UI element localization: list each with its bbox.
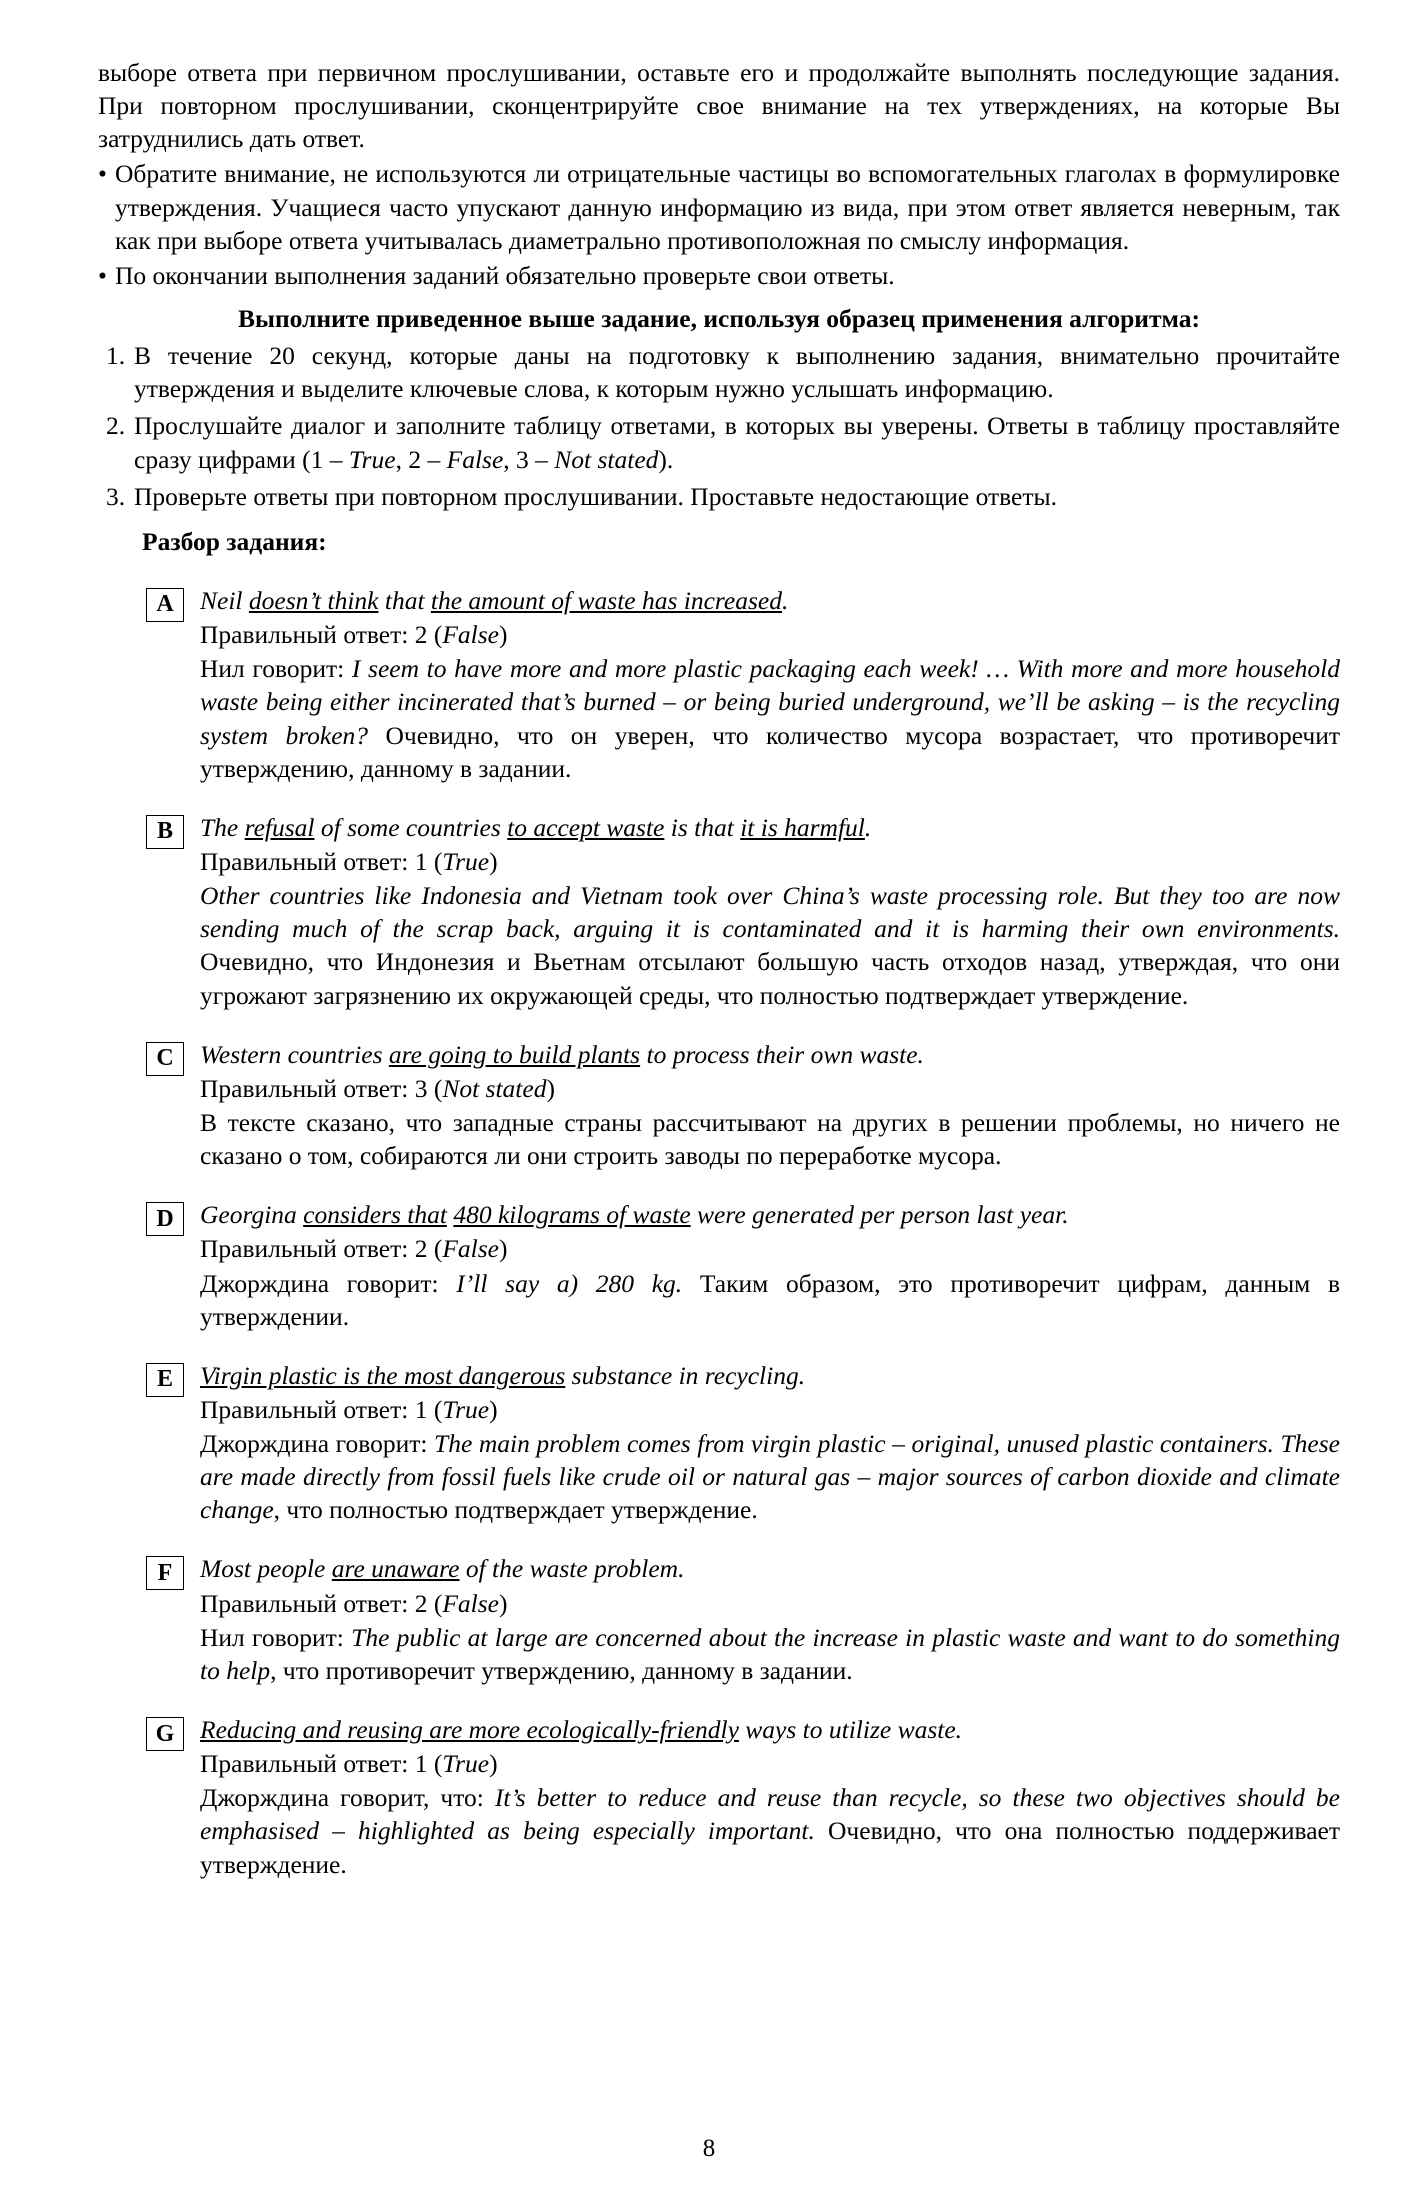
explanation-text [200, 1781, 1340, 1880]
explanation-fragment: , что полностью подтверждает утверждение. [273, 1495, 758, 1525]
explanation-text [200, 1267, 1340, 1333]
statement-keyword: doesn’t think [248, 585, 379, 615]
list-marker: 2. [106, 411, 126, 441]
correct-answer-label: Правильный ответ: 1 ( [200, 1749, 443, 1779]
correct-answer-line [200, 1587, 1340, 1620]
explanation-quote: Other countries like Indonesia and Vietnam took over China’s waste processing role. But they too are now sending much of the scrap back, arguing it is contaminated and it is harming their own environments. [200, 881, 1340, 944]
list-text: Проверьте ответы при повторном прослушивании. Проставьте недостающие ответы. [134, 481, 1058, 511]
correct-answer-close: ) [498, 1234, 508, 1264]
statement-keyword: the amount of waste has increased [430, 585, 782, 615]
list-marker: 3. [106, 481, 126, 511]
answer-body [184, 1359, 1340, 1527]
answer-letter-box: F [146, 1556, 184, 1590]
statement-text [200, 1198, 1340, 1231]
statement-fragment: . [864, 812, 872, 842]
statement-keyword: Virgin plastic is the most dangerous [200, 1360, 566, 1390]
statement-keyword: to accept waste [507, 812, 665, 842]
correct-answer-label: Правильный ответ: 3 ( [200, 1073, 443, 1103]
statement-text [200, 1552, 1340, 1585]
statement-keyword: are going to build plants [388, 1039, 641, 1069]
statement-text [200, 1713, 1340, 1746]
statement-text [200, 1359, 1340, 1392]
step2-true-word: True [348, 444, 396, 474]
statement-keyword: Reducing and reusing are more ecologically-friendly [200, 1715, 739, 1745]
answer-item [98, 1359, 1340, 1527]
bullet-item [98, 259, 1340, 292]
statement-fragment: . [781, 585, 789, 615]
answer-item [98, 1038, 1340, 1173]
list-text [134, 409, 1340, 475]
step2-mid2: , 3 – [503, 444, 555, 474]
statement-fragment: of some countries [314, 812, 508, 842]
answer-item [98, 584, 1340, 785]
correct-answer-value: True [442, 846, 490, 876]
explanation-text [200, 1427, 1340, 1526]
explanation-fragment: Джорждина говорит: [200, 1429, 435, 1459]
explanation-quote: I’ll say a) 280 kg. [456, 1268, 683, 1298]
statement-fragment: that [378, 585, 431, 615]
statement-fragment: substance in recycling. [565, 1360, 806, 1390]
step2-after: ). [658, 444, 674, 474]
correct-answer-label: Правильный ответ: 2 ( [200, 1234, 443, 1264]
explanation-fragment: В тексте сказано, что западные страны рассчитывают на других в решении проблемы, но ничего не сказано о том, собираются ли они строить заводы по переработке мусора. [200, 1107, 1340, 1171]
statement-keyword: refusal [244, 812, 315, 842]
step2-mid1: , 2 – [395, 444, 447, 474]
correct-answer-value: Not stated [442, 1073, 547, 1103]
answer-letter-box: E [146, 1363, 184, 1397]
explanation-quote: The main problem comes from virgin plastic – original, unused plastic containers. These are made directly from fossil fuels like crude oil or natural gas – major sources of carbon dioxide and climate change [200, 1429, 1340, 1525]
explanation-fragment: Очевидно, что она полностью поддерживает утверждение. [200, 1816, 1340, 1879]
answer-body [184, 1713, 1340, 1881]
answer-body [184, 584, 1340, 785]
statement-fragment: The [200, 812, 245, 842]
correct-answer-close: ) [546, 1073, 555, 1103]
correct-answer-line [200, 1072, 1340, 1105]
answers-list [98, 584, 1340, 1881]
correct-answer-label: Правильный ответ: 1 ( [200, 846, 443, 876]
correct-answer-line [200, 1393, 1340, 1426]
list-marker: 1. [106, 341, 126, 371]
explanation-fragment: Таким образом, это противоречит цифрам, данным в утверждении. [200, 1268, 1340, 1331]
statement-keyword: are unaware [331, 1554, 460, 1584]
explanation-quote: I seem to have more and more plastic packaging each week! … With more and more household waste being either incinerated that’s burned – or being buried underground, we’ll be asking – is the recycling system broken? [200, 654, 1340, 750]
correct-answer-line [200, 1232, 1340, 1265]
answer-body [184, 811, 1340, 1012]
list-item [98, 339, 1340, 405]
correct-answer-close: ) [489, 1394, 498, 1424]
statement-fragment: of the waste problem. [459, 1554, 685, 1584]
list-item [98, 480, 1340, 513]
section-heading-razbor: Разбор задания: [142, 526, 327, 556]
statement-keyword: it is harmful [740, 812, 865, 842]
statement-fragment: to process their own waste. [640, 1039, 924, 1069]
explanation-fragment: Джорждина говорит, что: [200, 1783, 495, 1813]
correct-answer-close: ) [489, 846, 498, 876]
answer-item [98, 1552, 1340, 1687]
answer-item [98, 811, 1340, 1012]
statement-text [200, 1038, 1340, 1071]
correct-answer-label: Правильный ответ: 2 ( [200, 1588, 443, 1618]
explanation-quote: The public at large are concerned about the increase in plastic waste and want to do something to help [200, 1622, 1340, 1685]
correct-answer-line [200, 618, 1340, 651]
explanation-fragment: Джорждина говорит: [200, 1268, 457, 1298]
answer-letter-box: G [146, 1717, 184, 1751]
intro-continuation-paragraph: выборе ответа при первичном прослушивании, оставьте его и продолжайте выполнять последующие задания. При повторном прослушивании, сконцентрируйте свое внимание на тех утверждениях, на которые Вы затруднились дать ответ. [98, 58, 1340, 154]
answer-body [184, 1038, 1340, 1173]
statement-fragment: Most people [200, 1554, 332, 1584]
statement-fragment: is that [664, 812, 741, 842]
page-number: 8 [702, 2135, 716, 2162]
list-item [98, 409, 1340, 475]
step2-before: Прослушайте диалог и заполните таблицу ответами, в которых вы уверены. Ответы в таблицу проставляйте сразу цифрами (1 – [134, 411, 1340, 474]
explanation-text [200, 1621, 1340, 1687]
statement-text [200, 584, 1340, 617]
explanation-text [200, 1106, 1340, 1172]
list-text: В течение 20 секунд, которые даны на подготовку к выполнению задания, внимательно прочитайте утверждения и выделите ключевые слова, к которым нужно услышать информацию. [134, 341, 1340, 404]
statement-fragment: Neil [200, 585, 249, 615]
correct-answer-value: False [442, 1588, 499, 1618]
correct-answer-value: True [442, 1394, 490, 1424]
bullet-item [98, 157, 1340, 256]
statement-fragment: were generated per person last year. [690, 1200, 1069, 1230]
statement-fragment: ways to utilize waste. [738, 1715, 963, 1745]
answer-letter-box: D [146, 1202, 184, 1236]
statement-fragment: Western countries [200, 1039, 389, 1069]
task-heading: Выполните приведенное выше задание, используя образец применения алгоритма: [238, 303, 1200, 333]
correct-answer-label: Правильный ответ: 2 ( [200, 620, 443, 650]
correct-answer-label: Правильный ответ: 1 ( [200, 1394, 443, 1424]
explanation-fragment: Очевидно, что он уверен, что количество мусора возрастает, что противоречит утверждению, данному в задании. [200, 720, 1340, 783]
bullet-marker: • [98, 159, 107, 189]
statement-fragment: Georgina [200, 1200, 304, 1230]
answer-item [98, 1713, 1340, 1881]
correct-answer-close: ) [489, 1749, 498, 1779]
statement-text [200, 811, 1340, 844]
correct-answer-value: False [442, 620, 499, 650]
correct-answer-value: False [442, 1234, 499, 1264]
correct-answer-close: ) [498, 620, 508, 650]
bullet-text: Обратите внимание, не используются ли отрицательные частицы во вспомогательных глаголах в формулировке утверждения. Учащиеся часто упускают данную информацию из вида, при этом ответ является неверным, так как при выборе ответа учитывалась диаметрально противоположная по смыслу информация. [115, 159, 1340, 255]
answer-letter-box: A [146, 588, 184, 622]
correct-answer-close: ) [498, 1588, 508, 1618]
answer-body [184, 1198, 1340, 1333]
bullet-marker: • [98, 260, 107, 290]
statement-keyword: 480 kilograms of waste [453, 1200, 691, 1230]
step2-false-word: False [446, 444, 504, 474]
explanation-quote: It’s better to reduce and reuse than recycle, so these two objectives should be emphasised – highlighted as being especially important. [200, 1783, 1340, 1846]
answer-letter-box: C [146, 1042, 184, 1076]
correct-answer-line [200, 845, 1340, 878]
bullet-text: По окончании выполнения заданий обязательно проверьте свои ответы. [115, 260, 895, 290]
explanation-fragment: Очевидно, что Индонезия и Вьетнам отсылают большую часть отходов назад, утверждая, что они угрожают загрязнению их окружающей среды, что полностью подтверждает утверждение. [200, 947, 1340, 1010]
explanation-fragment: Нил говорит: [200, 654, 352, 684]
correct-answer-value: True [442, 1749, 490, 1779]
statement-keyword: considers that [303, 1200, 447, 1230]
explanation-fragment: , что противоречит утверждению, данному в задании. [270, 1655, 853, 1685]
explanation-text [200, 879, 1340, 1012]
answer-letter-box: B [146, 815, 184, 849]
answer-body [184, 1552, 1340, 1687]
correct-answer-line [200, 1747, 1340, 1780]
explanation-fragment: Нил говорит: [200, 1622, 352, 1652]
step2-notstated-word: Not stated [554, 444, 659, 474]
explanation-text [200, 652, 1340, 785]
answer-item [98, 1198, 1340, 1333]
